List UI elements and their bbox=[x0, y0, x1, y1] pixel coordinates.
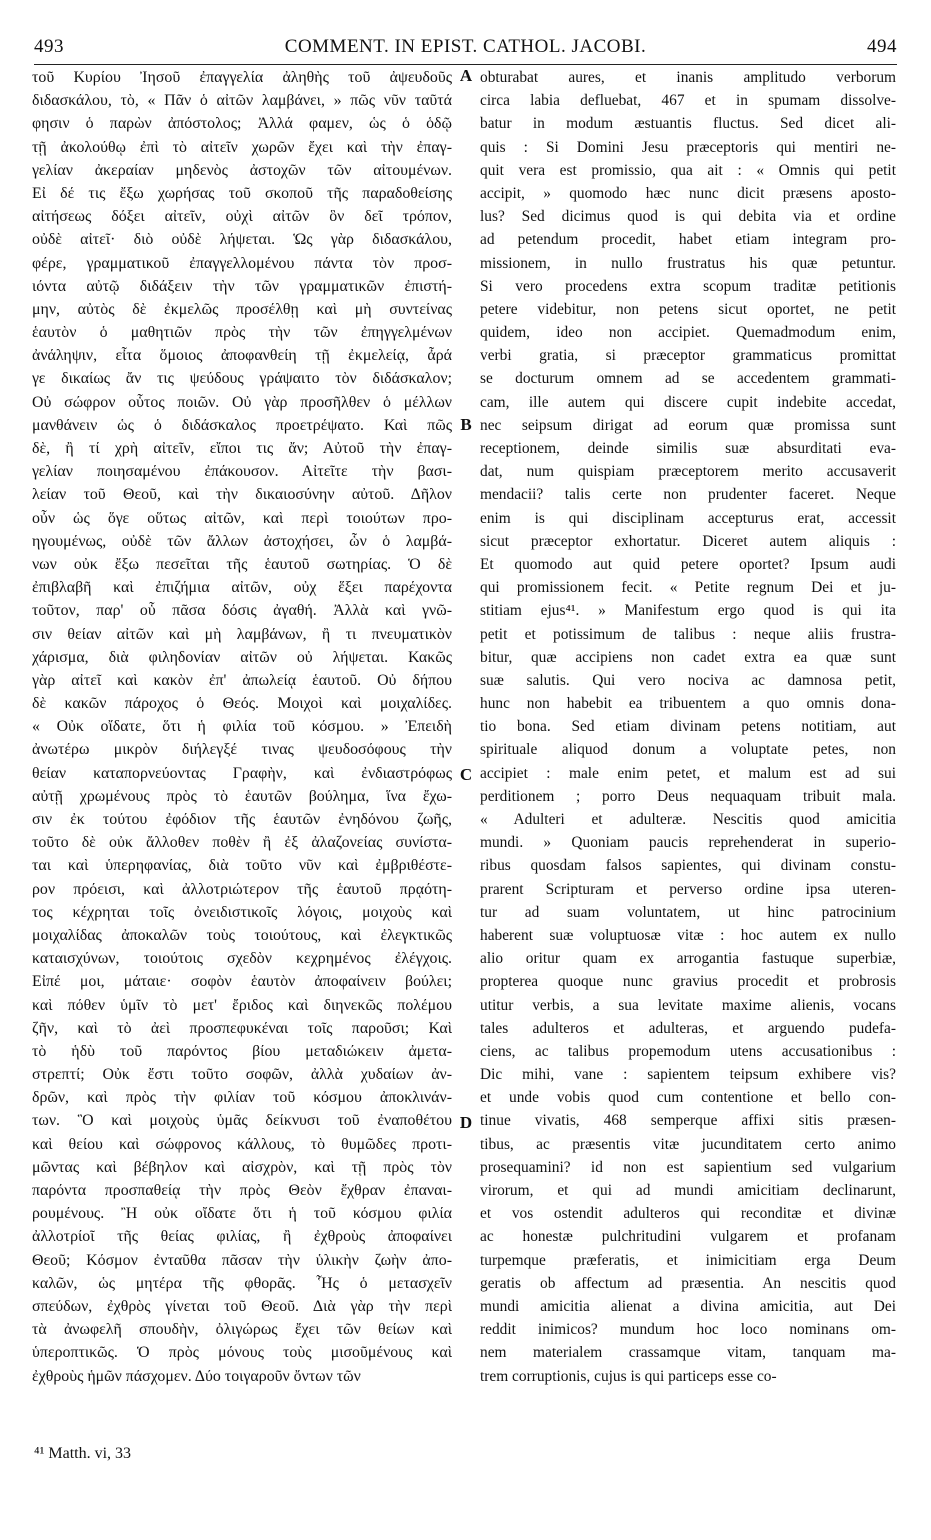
greek-line: αὐτῇ χρωμένους πρὸς τὸ ἑαυτῶν βούλημα, ἵνα ἔχω- bbox=[32, 787, 452, 805]
latin-line: obturabat aures, et inanis amplitudo verborum bbox=[480, 69, 896, 86]
latin-line: tio bona. Sed etiam divinam petens notitiam, aut bbox=[480, 718, 896, 736]
greek-line: γελίαν ἀκεραίαν μηδενὸς ἀστοχῶν τῶν αἰτουμένων. bbox=[32, 161, 452, 179]
greek-line: γελίαν ποιησαμένου ἐπάκουσον. Αἰτεῖτε τὴν βασι- bbox=[32, 463, 452, 481]
greek-line: οὖν ὡς ὅγε οὕτως αἰτῶν, καὶ περὶ τοιούτων προ- bbox=[32, 509, 452, 527]
latin-line: nec seipsum dirigat ad eorum quæ promissa sunt bbox=[480, 416, 896, 434]
latin-line: haberent suæ voluptuosæ vitæ : hoc autem ex nullo bbox=[480, 926, 896, 944]
greek-line: χάρισμα, διὰ φιληδονίαν αἰτῶν οὐ λήψεται. Κακῶς bbox=[32, 648, 452, 666]
running-header bbox=[34, 34, 897, 65]
greek-line: παρόντα προσπαθείᾳ τὴν πρὸς Θεὸν ἔχθραν ἐπαναι- bbox=[32, 1182, 452, 1199]
latin-line: turpemque præferatis, et inimicitiam erga Deum bbox=[480, 1251, 896, 1269]
latin-line: ribus quosdam falsos sapientes, qui divinam constu- bbox=[480, 857, 896, 875]
greek-line: Εἰ δέ τις ἔξω χωρήσας τοῦ σκοποῦ τῆς παραδοθείσης bbox=[32, 184, 452, 202]
latin-line: ad petendum procedit, habet etiam integram pro- bbox=[480, 231, 896, 249]
greek-line: καταισχύνων, τοιούτοις σχεδὸν κεχρημένος ἐλέγχοις. bbox=[32, 950, 452, 968]
greek-line: ἀνωτέρω μικρὸν διήλεγξέ τινας ψευδοσόφους τὴν bbox=[32, 741, 452, 759]
latin-line: cam, ille autem qui discere cupit indebite accedat, bbox=[480, 393, 896, 411]
latin-line: sicut præceptor exhortatur. Diceret autem aliquis : bbox=[480, 532, 896, 550]
latin-line: quis : Si Domini Jesu præceptoris qui mentiri ne- bbox=[480, 138, 896, 156]
greek-line: σιν θείαν αἰτῶν καὶ μὴ λαμβάνων, ἢ τι πνευματικὸν bbox=[32, 625, 452, 643]
greek-line: τὸ ἡδὺ τοῦ παρόντος βίου μεταδιώκειν ἀμετα- bbox=[32, 1042, 452, 1060]
greek-line: οὐδὲ αἰτεῖ· διὸ οὐδὲ λήψεται. Ὡς γὰρ διδασκάλου, bbox=[32, 231, 452, 249]
latin-line: quit vera est promissio, qua ait : « Omnis qui petit bbox=[480, 161, 896, 179]
greek-line: ὑπεροπτικῶς. Ὁ πρὸς μόνους τοὺς μισοῦμένους καὶ bbox=[32, 1344, 452, 1362]
latin-line: utitur verbis, a sua levitate maxime alienis, vocans bbox=[480, 996, 896, 1014]
greek-line: τὰ ἀνωφελῆ σπουδὴν, ὀλιγώρως ἔχει τῶν θείων καὶ bbox=[32, 1321, 452, 1339]
latin-line: Dic mihi, vane : sapientem teipsum exhibere vis? bbox=[480, 1066, 896, 1084]
greek-line: δρῶν, καὶ πρὸς τὴν φιλίαν τοῦ κόσμου ἀποκλινάν- bbox=[32, 1089, 452, 1107]
page-number-right: 494 bbox=[867, 36, 897, 57]
margin-letter-d: D bbox=[459, 1113, 473, 1132]
greek-line: ρον πρόεισι, καὶ ἀλλοτριώτερον τῆς ἑαυτοῦ πρᾳότη- bbox=[32, 880, 452, 898]
latin-line: batur in modum æstuantis fluctus. Sed dicet ali- bbox=[480, 115, 896, 133]
latin-line: tinue vivatis, 468 semperque affixi sitis præsen- bbox=[480, 1112, 896, 1130]
latin-line: lus? Sed dicimus quod is qui debita via et ordine bbox=[480, 208, 896, 226]
greek-line: « Οὐκ οἴδατε, ὅτι ἡ φιλία τοῦ κόσμου. » Ἐπειδὴ bbox=[32, 718, 452, 736]
greek-line: γε δικαίως ἄν τις ψεύδους γράψαιτο τὸν διδάσκαλον; bbox=[32, 370, 452, 388]
greek-line: ἀνάληψιν, εἶτα ὅμοιος ἀποφανθείη τῇ ἐκμελείᾳ, ἆρά bbox=[32, 347, 452, 365]
latin-line: mundi amicitia alienat a divina amicitia, aut Dei bbox=[480, 1297, 896, 1315]
latin-line: reddit inimicos? mundum hoc loco nominans om- bbox=[480, 1321, 896, 1339]
latin-line: suæ salutis. Qui vero nociva ac damnosa petit, bbox=[480, 671, 896, 689]
latin-line: qui promissionem fecit. « Petite regnum Dei et ju- bbox=[480, 579, 896, 597]
latin-line: et unde vobis quod cum contentione et bello con- bbox=[480, 1089, 896, 1107]
latin-line: alio oritur quam ex arrogantia fastuque superbiæ, bbox=[480, 950, 896, 968]
latin-line: hunc non habebit ea tribuentem a quo omnis dona- bbox=[480, 695, 896, 713]
greek-line: θείαν καταπορνεύοντας Γραφὴν, καὶ ἐνδιαστρόφως bbox=[32, 764, 452, 782]
latin-line: verbi gratia, si præceptor grammaticus promittat bbox=[480, 347, 896, 365]
latin-line: receptionem, deinde similis suæ absurditati eva- bbox=[480, 440, 896, 457]
latin-line: quidem, ideo non accipiet. Quemadmodum enim, bbox=[480, 324, 896, 342]
greek-line: διδασκάλου, τὸ, « Πᾶν ὁ αἰτῶν λαμβάνει, » πῶς νῦν ταῦτά bbox=[32, 92, 452, 110]
greek-line: ἑαυτὸν ὁ μαθητιῶν πρὸς τὴν τῶν ἐπηγγελμένων bbox=[32, 324, 452, 342]
latin-line: tales adulteros et adulteras, et arguendo pudefa- bbox=[480, 1019, 896, 1037]
latin-line: tibus, ac præsentis vitæ jucunditatem certo animo bbox=[480, 1135, 896, 1153]
greek-line: στρεπτί; Οὐκ ἔστι τοῦτο σοφῶν, ἀλλὰ χυδαίων ἀν- bbox=[32, 1066, 452, 1084]
greek-line: δὲ κακῶν πάροχος ὁ Θεός. Μοιχοὶ καὶ μοιχαλίδες. bbox=[32, 695, 452, 713]
greek-line: λείαν τοῦ Θεοῦ, καὶ τὴν δικαιοσύνην αὐτοῦ. Δῆλον bbox=[32, 486, 452, 504]
latin-line: se docturum omnem ad se accedentem grammati- bbox=[480, 370, 896, 388]
margin-letter-b: B bbox=[460, 415, 472, 434]
latin-line: circa labia defluebat, 467 et in spumam dissolve- bbox=[480, 92, 896, 110]
greek-line: μην, αὐτὸς δὲ ἐκμελῶς προσέλθῃ καὶ μὴ συντείνας bbox=[32, 300, 452, 318]
latin-line: stitiam ejus⁴¹. » Manifestum ergo quod is qui ita bbox=[480, 602, 896, 620]
greek-line: ἀλλοτρίοῖ τῆς θείας φιλίας, ἢ ἐχθροὺς ἀποφαίνει bbox=[32, 1228, 452, 1246]
greek-line: καὶ πόθεν ὑμῖν τὸ μετ' ἔριδος καὶ διηνεκῶς πολέμου bbox=[32, 996, 452, 1014]
margin-letter-c: C bbox=[459, 765, 473, 784]
greek-line: μανθάνειν ὡς ὁ διδάσκαλος προετρέψατο. Καὶ πῶς bbox=[32, 416, 452, 434]
latin-line: prosequamini? id non est sapientium sed vulgarium bbox=[480, 1158, 896, 1176]
latin-line: virorum, et qui ad mundi amicitiam declinarunt, bbox=[480, 1182, 896, 1199]
greek-line: Οὐ σώφρον οὗτος ποιῶν. Οὐ γὰρ προσῆλθεν ὁ μέλλων bbox=[32, 393, 452, 411]
greek-line: τοῦ Κυρίου Ἰησοῦ ἐπαγγελία ἀληθὴς τοῦ ἀψευδοῦς bbox=[32, 69, 452, 86]
latin-line: perditionem ; porro Deus nequaquam tribuit mala. bbox=[480, 787, 896, 805]
greek-line: τος κέχρηται τοῖς ὀνειδιστικοῖς λόγοις, μοιχοὺς καὶ bbox=[32, 903, 452, 921]
greek-line: φέρε, γραμματικοῦ ἐπαγγελλομένου πάντα τὸν προσ- bbox=[32, 254, 452, 272]
greek-line: νων οὐκ ἔξω πεσεῖται τῆς ἑαυτοῦ σωτηρίας. Ὁ δὲ bbox=[32, 555, 452, 573]
latin-line: mendacii? talis certe non prudenter faceret. Neque bbox=[480, 486, 896, 504]
latin-line: spirituale aliquod donum a voluptate petes, non bbox=[480, 741, 896, 759]
margin-letter-a: A bbox=[459, 66, 473, 85]
latin-line: nem materialem crassamque vitam, tanquam ma- bbox=[480, 1344, 896, 1362]
latin-line: et vos ostendit adulteros qui reconditæ et divinæ bbox=[480, 1205, 896, 1223]
latin-line: enim is qui disciplinam accepturus erat, accessit bbox=[480, 509, 896, 527]
running-title: COMMENT. IN EPIST. CATHOL. JACOBI. bbox=[284, 36, 647, 57]
latin-line: missionem, in nullo frustratus his quæ petuntur. bbox=[480, 254, 896, 272]
greek-line: δὲ, ἢ τί χρὴ αἰτεῖν, εἴποι τις ἄν; Αὐτοῦ τὴν ἐπαγ- bbox=[32, 440, 452, 457]
latin-line: petit et potissimum de talibus : neque aliis frustra- bbox=[480, 625, 896, 643]
latin-line: Et quomodo aut quid petere oportet? Ipsum audi bbox=[480, 555, 896, 573]
greek-line: ηγουμένως, οὐδὲ τῶν ἄλλων ἀστοχήσει, ὧν ὁ λαμβά- bbox=[32, 532, 452, 550]
latin-line: mundi. » Quoniam paucis reprehenderat in superio- bbox=[480, 834, 896, 852]
greek-line: ἐχθροὺς ἡμῶν πάσχομεν. Δύο τοιγαροῦν ὄντων τῶν bbox=[32, 1367, 361, 1385]
latin-line: bitur, quæ accipiens non cadet extra ea quæ sunt bbox=[480, 648, 896, 666]
greek-line: ἐπιβλαβῆ καὶ ἐπιζήμια αἰτῶν, οὐχ ἕξει παρέχοντα bbox=[32, 579, 452, 597]
latin-line: ciens, ac talibus propemodum utens accusationibus : bbox=[480, 1042, 896, 1060]
latin-line: ac honestæ pulchritudini vulgarem et profanam bbox=[480, 1228, 896, 1246]
greek-line: σιν ἐκ τούτου ἐφόδιον τῆς ἑαυτῶν ἐνηδόνου ζωῆς, bbox=[32, 811, 452, 828]
latin-line: trem corruptionis, cujus is qui particeps esse co- bbox=[480, 1367, 777, 1385]
greek-line: μοιχαλίδας ἀποκαλῶν τοὺς τοιούτους, καὶ ἐλεγκτικῶς bbox=[32, 926, 452, 944]
latin-line: accipit, » quomodo hæc nunc dicit præsens aposto- bbox=[480, 184, 896, 202]
latin-line: prarent Scripturam et perverso ordine ipsa uteren- bbox=[480, 880, 896, 898]
greek-line: φησιν ὁ παρὼν ἀπόστολος; Ἀλλά φαμεν, ὡς ὁ ὁδῷ bbox=[32, 115, 452, 133]
latin-line: « Adulteri et adulteræ. Nescitis quod amicitia bbox=[480, 811, 896, 828]
greek-line: των. Ὃ καὶ μοιχοὺς ὑμᾶς δείκνυσι τοῦ ἐναποθέτου bbox=[32, 1112, 452, 1130]
latin-line: geratis ob affectum ad præsentia. An nescitis quod bbox=[480, 1274, 896, 1292]
greek-line: Εἰπέ μοι, μάταιε· σοφὸν ἑαυτὸν ἀποφαίνειν βούλει; bbox=[32, 973, 452, 991]
greek-line: μῶντας καὶ βέβηλον καὶ αἰσχρὸν, καὶ τῇ πρὸς τὸν bbox=[32, 1158, 452, 1176]
greek-line: καὶ θείου καὶ σώφρονος κάλλους, τὸ θυμῶδες προτι- bbox=[32, 1135, 452, 1153]
greek-line: αἰτήσεως δόξει αἰτεῖν, οὐχὶ αἰτῶν ὃν δεῖ τρόπον, bbox=[32, 208, 452, 226]
greek-line: τοῦτο δὲ οὐκ ἄλλοθεν ποθὲν ἢ ἐξ ἀλαζονείας συνίστα- bbox=[32, 834, 452, 852]
latin-line: tur ad suam voluntatem, ut hinc patrocinium bbox=[480, 903, 896, 921]
latin-line: Si vero procedens extra scopum traditæ petitionis bbox=[480, 277, 896, 295]
greek-column bbox=[32, 66, 452, 1388]
latin-line: accipiet : male enim petet, et malum est ad sui bbox=[480, 764, 896, 782]
greek-line: τῇ ἀκολούθῳ ἐπὶ τὸ αἰτεῖν χωρῶν ἔχει καὶ τὴν ἐπαγ- bbox=[32, 138, 452, 156]
latin-line: propterea quoque nunc gravius procedit et probrosis bbox=[480, 973, 896, 991]
greek-line: ται καὶ ὑπερηφανίας, διὰ τοῦτο νῦν καὶ ἐμβριθέστε- bbox=[32, 857, 452, 875]
greek-line: γὰρ αἰτεῖ καὶ κακὸν ἐπ' ἀπωλείᾳ ἑαυτοῦ. Οὐ δήπου bbox=[32, 671, 452, 689]
greek-line: τοῦτον, παρ' οὗ πᾶσα δόσις ἀγαθή. Ἀλλὰ καὶ γνῶ- bbox=[32, 602, 452, 620]
greek-line: ιόντα αὐτῷ διδάξειν τὴν τῶν γραμματικῶν ἐπιστή- bbox=[32, 277, 452, 295]
greek-line: Θεοῦ; Κόσμον ἐνταῦθα πᾶσαν τὴν ὑλικὴν ζωὴν ἀπο- bbox=[32, 1251, 452, 1269]
greek-line: καλῶν, ὡς μητέρα τῆς φθορᾶς. Ἧς ὁ μετασχεῖν bbox=[32, 1274, 452, 1292]
latin-column bbox=[480, 66, 896, 1388]
greek-line: σπεύδων, ἐχθρὸς γίνεται τοῦ Θεοῦ. Διὰ γὰρ τὴν περὶ bbox=[32, 1297, 452, 1315]
latin-line: petere videbitur, non petens sicut oportet, ne petit bbox=[480, 300, 896, 318]
greek-line: ζῆν, καὶ τὸ ἀεὶ προσπεφυκέναι τοῖς παροῦσι; Καὶ bbox=[32, 1019, 452, 1037]
greek-line: ρουμένους. Ἢ οὐκ οἴδατε ὅτι ἡ τοῦ κόσμου φιλία bbox=[32, 1205, 452, 1223]
latin-line: dat, num quispiam præceptorem merito accusaverit bbox=[480, 463, 896, 481]
footnote: ⁴¹ Matth. vi, 33 bbox=[34, 1445, 132, 1462]
page-number-left: 493 bbox=[34, 36, 64, 57]
